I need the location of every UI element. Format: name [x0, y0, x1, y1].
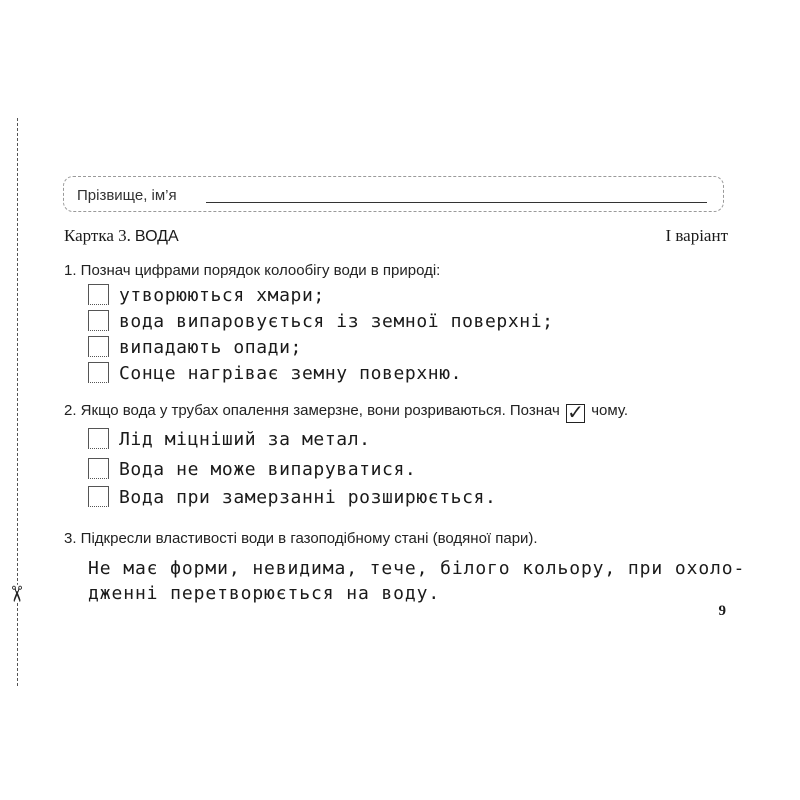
answer-checkbox[interactable]: [88, 458, 109, 479]
question-3-text: 3. Підкресли властивості води в газоподібному стані (водяної пари).: [64, 530, 538, 547]
scissors-icon: ✂: [3, 584, 29, 604]
check-mark-icon: ✓: [567, 400, 584, 424]
name-field-line[interactable]: [206, 202, 707, 203]
variant-label: І варіант: [665, 226, 728, 245]
order-number-box[interactable]: [88, 310, 109, 331]
answer-checkbox[interactable]: [88, 428, 109, 449]
option-text: Вода не може випаруватися.: [119, 459, 417, 480]
option-text: Вода при замерзанні розширюється.: [119, 487, 497, 508]
question-1-text: 1. Познач цифрами порядок колообігу води в природі:: [64, 262, 441, 279]
order-number-box[interactable]: [88, 362, 109, 383]
card-topic: ВОДА: [134, 228, 179, 245]
question-2-text: [64, 402, 628, 423]
option-text: вода випаровується із земної поверхні;: [119, 311, 554, 332]
name-field-label: Прізвище, ім’я: [77, 187, 177, 204]
question-2-text-before: 2. Якщо вода у трубах опалення замерзне, вони розриваються. Познач: [64, 402, 560, 419]
answer-checkbox[interactable]: [88, 486, 109, 507]
properties-text-line-2[interactable]: дженні перетворюється на воду.: [88, 583, 441, 604]
option-text: утворюються хмари;: [119, 285, 325, 306]
card-title: [64, 226, 179, 246]
option-text: Лід міцніший за метал.: [119, 429, 371, 450]
option-text: Сонце нагріває земну поверхню.: [119, 363, 463, 384]
page-number: 9: [718, 603, 726, 619]
card-label: Картка 3.: [64, 226, 131, 245]
question-2-text-after: чому.: [591, 402, 629, 419]
name-field-box[interactable]: [63, 176, 724, 212]
properties-text-line-1[interactable]: Не має форми, невидима, тече, білого кольору, при охоло-: [88, 558, 746, 579]
order-number-box[interactable]: [88, 284, 109, 305]
option-text: випадають опади;: [119, 337, 302, 358]
order-number-box[interactable]: [88, 336, 109, 357]
